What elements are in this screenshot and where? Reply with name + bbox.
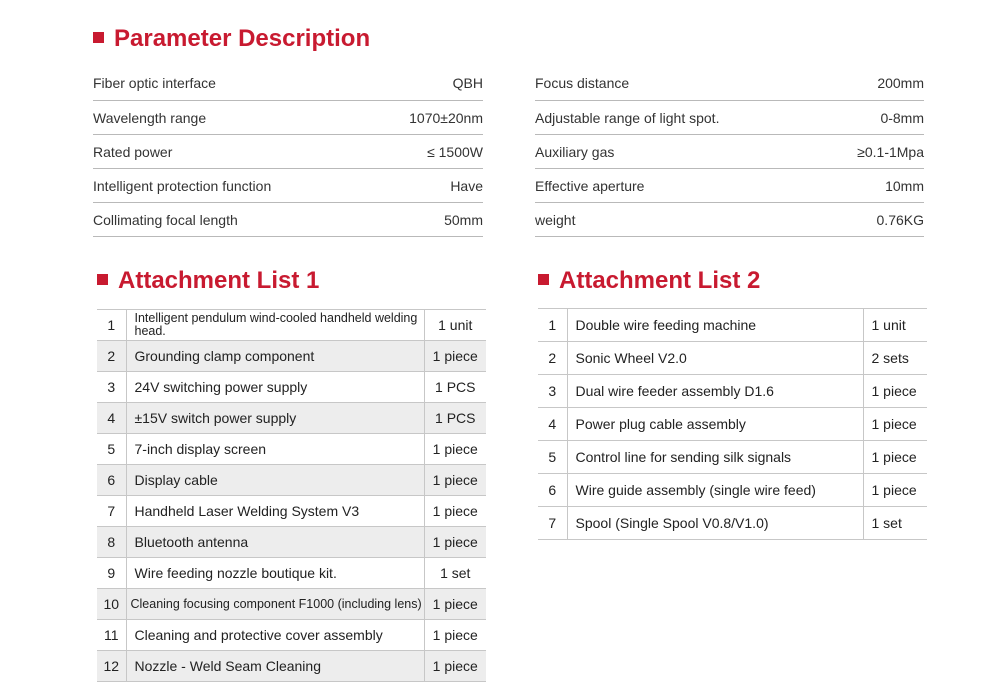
item-name: Sonic Wheel V2.0 [567,342,863,375]
item-quantity: 2 sets [863,342,927,375]
table-row [538,408,927,441]
item-name: Intelligent pendulum wind-cooled handheld welding head. [126,310,424,341]
param-row [535,169,924,203]
item-quantity: 1 piece [424,341,486,372]
parameter-table-right [535,66,924,237]
item-quantity: 1 piece [424,651,486,682]
param-row [93,203,483,237]
row-number: 2 [538,342,567,375]
table-row [538,441,927,474]
table-row [97,527,486,558]
item-name: ±15V switch power supply [126,403,424,434]
parameter-title: Parameter Description [114,25,371,52]
item-name: 7-inch display screen [126,434,424,465]
row-number: 1 [538,309,567,342]
item-quantity: 1 piece [863,441,927,474]
item-quantity: 1 piece [424,434,486,465]
param-row [535,203,924,237]
item-quantity: 1 piece [863,474,927,507]
param-value: 0-8mm [821,101,924,135]
row-number: 7 [538,507,567,540]
row-number: 11 [97,620,126,651]
item-quantity: 1 set [863,507,927,540]
attachment1-table [97,309,486,682]
item-quantity: 1 piece [424,589,486,620]
item-name: Spool (Single Spool V0.8/V1.0) [567,507,863,540]
param-value: Have [369,169,483,203]
square-bullet-icon [538,274,549,285]
parameter-heading [93,25,370,53]
item-name: Double wire feeding machine [567,309,863,342]
param-value: ≥0.1-1Mpa [821,135,924,169]
item-quantity: 1 PCS [424,372,486,403]
attachment2-heading [538,267,760,295]
table-row [97,589,486,620]
row-number: 3 [538,375,567,408]
item-quantity: 1 piece [424,465,486,496]
parameter-table-left [93,66,483,237]
table-row [97,310,486,341]
item-name: Wire guide assembly (single wire feed) [567,474,863,507]
param-label: weight [535,203,821,237]
item-quantity: 1 piece [424,496,486,527]
row-number: 12 [97,651,126,682]
row-number: 5 [97,434,126,465]
item-name: Handheld Laser Welding System V3 [126,496,424,527]
table-row [538,507,927,540]
param-label: Wavelength range [93,101,369,135]
param-value: 0.76KG [821,203,924,237]
item-quantity: 1 PCS [424,403,486,434]
item-name: Grounding clamp component [126,341,424,372]
table-row [97,403,486,434]
item-name: Dual wire feeder assembly D1.6 [567,375,863,408]
param-row [535,101,924,135]
row-number: 7 [97,496,126,527]
row-number: 6 [97,465,126,496]
table-row [538,474,927,507]
param-row [93,169,483,203]
item-name: Display cable [126,465,424,496]
row-number: 5 [538,441,567,474]
item-name: Wire feeding nozzle boutique kit. [126,558,424,589]
param-row [93,135,483,169]
param-row [535,135,924,169]
item-name: Bluetooth antenna [126,527,424,558]
param-value: 200mm [821,66,924,101]
param-value: 10mm [821,169,924,203]
item-quantity: 1 piece [863,408,927,441]
table-row [538,342,927,375]
param-row [93,66,483,101]
table-row [538,309,927,342]
param-label: Adjustable range of light spot. [535,101,821,135]
table-row [97,434,486,465]
row-number: 9 [97,558,126,589]
param-label: Auxiliary gas [535,135,821,169]
row-number: 10 [97,589,126,620]
param-label: Focus distance [535,66,821,101]
attachment2-title: Attachment List 2 [559,267,761,294]
param-row [535,66,924,101]
item-name: Cleaning and protective cover assembly [126,620,424,651]
table-row [538,375,927,408]
param-label: Intelligent protection function [93,169,369,203]
table-row [97,465,486,496]
item-quantity: 1 set [424,558,486,589]
row-number: 4 [538,408,567,441]
attachment1-heading [97,267,319,295]
param-label: Fiber optic interface [93,66,369,101]
param-label: Effective aperture [535,169,821,203]
table-row [97,341,486,372]
item-name: Control line for sending silk signals [567,441,863,474]
row-number: 2 [97,341,126,372]
item-name: Cleaning focusing component F1000 (including lens) [126,589,424,620]
row-number: 3 [97,372,126,403]
row-number: 8 [97,527,126,558]
table-row [97,558,486,589]
row-number: 6 [538,474,567,507]
item-quantity: 1 unit [424,310,486,341]
param-value: ≤ 1500W [369,135,483,169]
param-label: Collimating focal length [93,203,369,237]
table-row [97,651,486,682]
row-number: 4 [97,403,126,434]
attachment1-title: Attachment List 1 [118,267,320,294]
table-row [97,496,486,527]
item-quantity: 1 piece [863,375,927,408]
param-row [93,101,483,135]
item-quantity: 1 piece [424,620,486,651]
param-label: Rated power [93,135,369,169]
item-quantity: 1 unit [863,309,927,342]
row-number: 1 [97,310,126,341]
item-name: 24V switching power supply [126,372,424,403]
table-row [97,372,486,403]
item-name: Nozzle - Weld Seam Cleaning [126,651,424,682]
item-quantity: 1 piece [424,527,486,558]
param-value: QBH [369,66,483,101]
param-value: 50mm [369,203,483,237]
square-bullet-icon [97,274,108,285]
square-bullet-icon [93,32,104,43]
attachment2-table [538,308,927,540]
param-value: 1070±20nm [369,101,483,135]
table-row [97,620,486,651]
item-name: Power plug cable assembly [567,408,863,441]
